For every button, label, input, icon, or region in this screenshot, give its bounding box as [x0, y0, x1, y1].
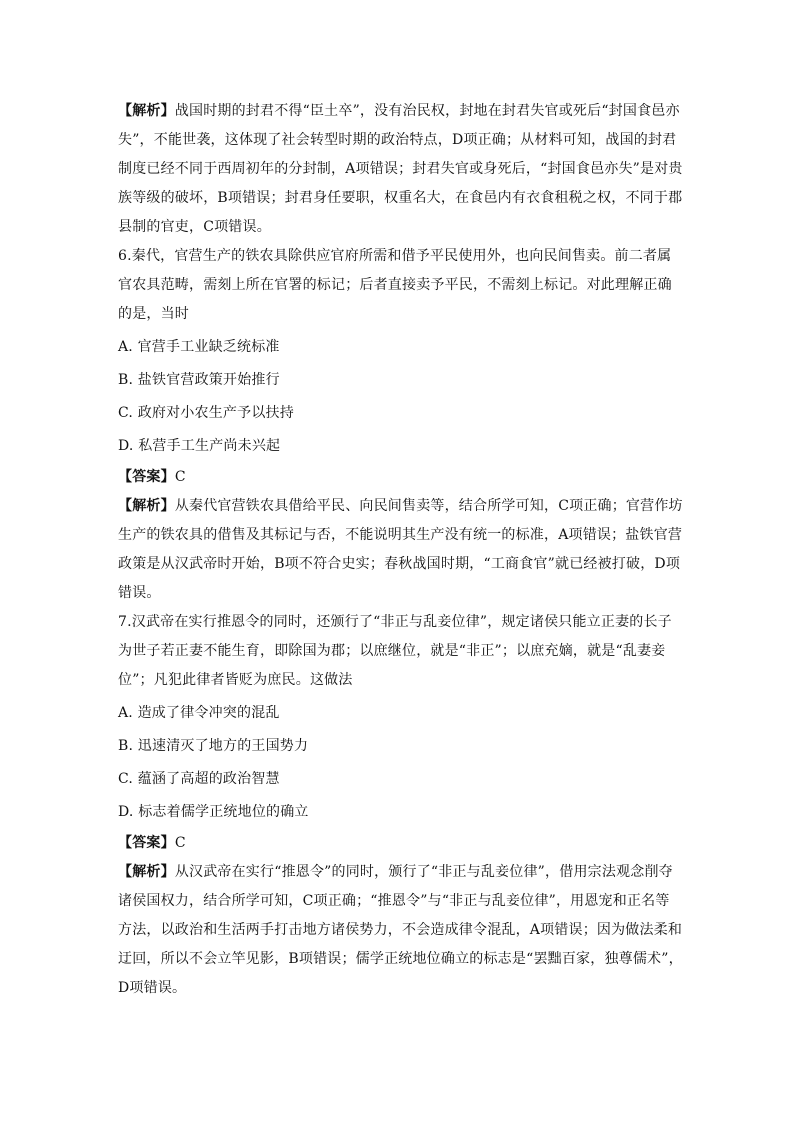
q6-option-a: A. 官营手工业缺乏统标准 — [118, 339, 280, 355]
page-content — [118, 97, 683, 1003]
answer-value: C — [174, 835, 186, 851]
analysis-paragraph-q5 — [118, 97, 683, 242]
q7-answer — [118, 829, 683, 858]
q6-answer — [118, 463, 683, 492]
q6-option-c: C. 政府对小农生产予以扶持 — [118, 405, 294, 421]
analysis-text: 从秦代官营铁农具借给平民、向民间售卖等，结合所学可知，C项正确；官营作坊生产的铁农具的借售及其标记与否，不能说明其生产没有统一的标准，A项错误；盐铁官营政策是从汉武帝时开始，B项不符合史实；春秋战国时期，“工商食官”就已经被打破，D项错误。 — [118, 498, 683, 601]
analysis-label: 【解析】 — [118, 498, 175, 514]
q7-option-d: D. 标志着儒学正统地位的确立 — [118, 804, 309, 820]
q6-option-b: B. 盐铁官营政策开始推行 — [118, 372, 280, 388]
answer-value: C — [174, 469, 186, 485]
analysis-label: 【解析】 — [118, 864, 175, 880]
q6-analysis — [118, 492, 683, 608]
q6-option-d: D. 私营手工生产尚未兴起 — [118, 438, 281, 454]
q7-option-a: A. 造成了律令冲突的混乱 — [118, 705, 280, 721]
answer-label: 【答案】 — [118, 469, 175, 485]
q7-option-b: B. 迅速清灭了地方的王国势力 — [118, 738, 309, 754]
analysis-text: 战国时期的封君不得“臣土卒”，没有治民权，封地在封君失官或死后“封国食邑亦失”，不能世袭，这体现了社会转型时期的政治特点，D项正确；从材料可知，战国的封君制度已经不同于西周初年的分封制，A项错误；封君失官或身死后，“封国食邑亦失”是对贵族等级的破坏，B项错误；封君身任要职，权重名大，在食邑内有衣食租税之权，不同于郡县制的官吏，C项错误。 — [118, 103, 683, 235]
q7-analysis — [118, 858, 683, 1003]
answer-label: 【答案】 — [118, 835, 175, 851]
analysis-label: 【解析】 — [118, 103, 175, 119]
question-7: 7.汉武帝在实行推恩令的同时，还颁行了“非正与乱妾位律”，规定诸侯只能立正妻的长子为世子若正妻不能生育，即除国为郡；以庶继位，就是“非正”；以庶充嫡，就是“乱妻妾位”；凡犯此律者皆贬为庶民。这做法 — [118, 614, 672, 688]
analysis-text: 从汉武帝在实行“推恩令”的同时，颁行了“非正与乱妾位律”，借用宗法观念削夺诸侯国权力，结合所学可知，C项正确；“推恩令”与“非正与乱妾位律”，用恩宠和正名等方法，以政治和生活两手打击地方诸侯势力，不会造成律令混乱，A项错误；因为做法柔和迂回，所以不会立竿见影，B项错误；儒学正统地位确立的标志是“罢黜百家，独尊儒术”，D项错误。 — [118, 864, 683, 996]
question-6: 6.秦代，官营生产的铁农具除供应官府所需和借予平民使用外，也向民间售卖。前二者属官农具范畴，需刻上所在官署的标记；后者直接卖予平民，不需刻上标记。对此理解正确的是，当时 — [118, 248, 672, 322]
q7-option-c: C. 蕴涵了高超的政治智慧 — [118, 771, 280, 787]
